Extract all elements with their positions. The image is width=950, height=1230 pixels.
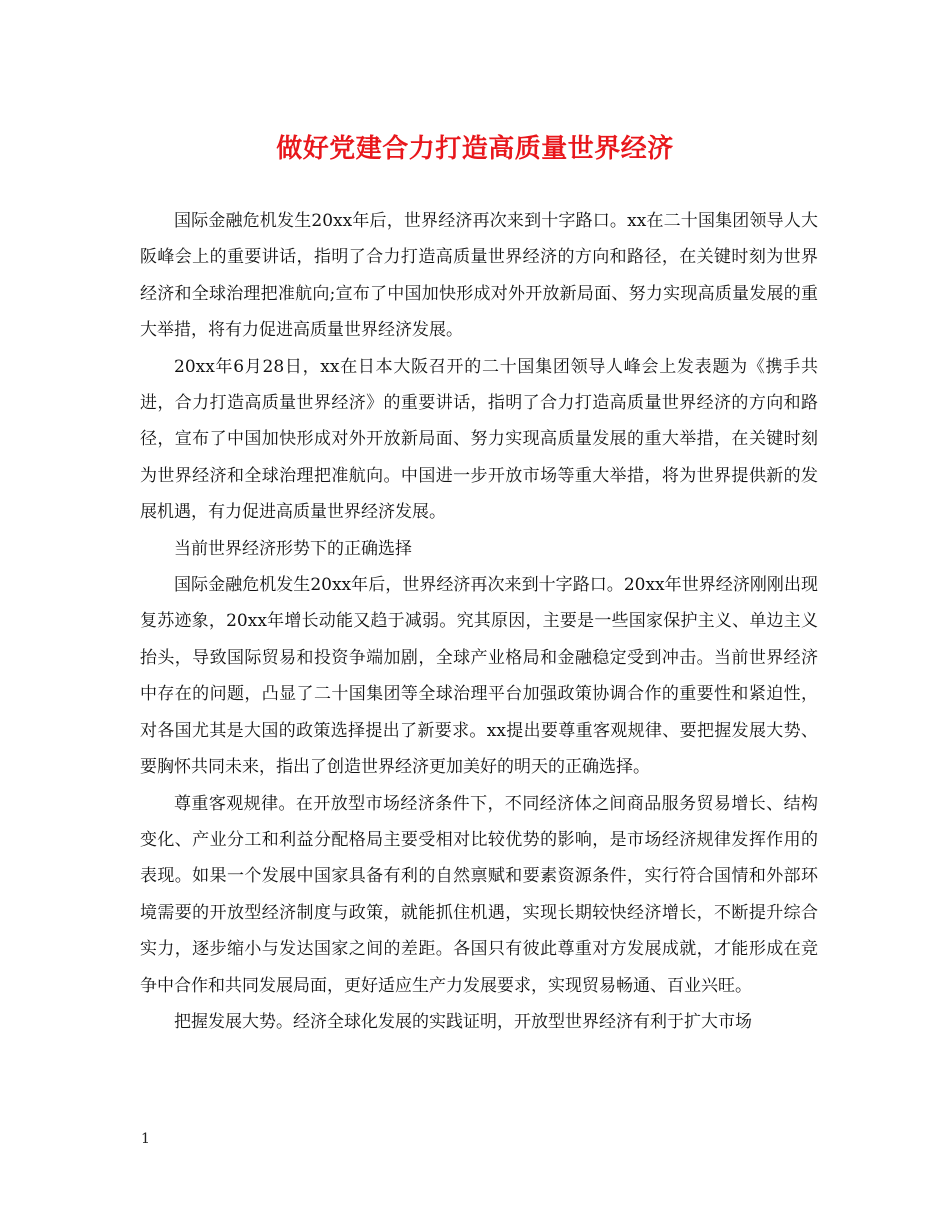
section-heading: 当前世界经济形势下的正确选择: [174, 538, 412, 559]
paragraph-2: 20xx年6月28日，xx在日本大阪召开的二十国集团领导人峰会上发表题为《携手共进，合力打造高质量世界经济》的重要讲话，指明了合力打造高质量世界经济的方向和路径，宣布了中国加快形成对外开放新局面、努力实现高质量发展的重大举措，在关键时刻为世界经济和全球治理把准航向。中国进一步开放市场等重大举措，将为世界提供新的发展机遇，有力促进高质量世界经济发展。: [140, 356, 818, 523]
paragraph-5: 把握发展大势。经济全球化发展的实践证明，开放型世界经济有利于扩大市场: [174, 1011, 752, 1032]
document-body: [140, 203, 818, 1040]
paragraph-3: 国际金融危机发生20xx年后，世界经济再次来到十字路口。20xx年世界经济刚刚出现复苏迹象，20xx年增长动能又趋于减弱。究其原因，主要是一些国家保护主义、单边主义抬头，导致国际贸易和投资争端加剧，全球产业格局和金融稳定受到冲击。当前世界经济中存在的问题，凸显了二十国集团等全球治理平台加强政策协调合作的重要性和紧迫性，对各国尤其是大国的政策选择提出了新要求。xx提出要尊重客观规律、要把握发展大势、要胸怀共同未来，指出了创造世界经济更加美好的明天的正确选择。: [140, 575, 818, 778]
document-title: 做好党建合力打造高质量世界经济: [276, 134, 674, 164]
page-number: 1: [141, 1131, 150, 1147]
paragraph-4: 尊重客观规律。在开放型市场经济条件下，不同经济体之间商品服务贸易增长、结构变化、产业分工和利益分配格局主要受相对比较优势的影响，是市场经济规律发挥作用的表现。如果一个发展中国家具备有利的自然禀赋和要素资源条件，实行符合国情和外部环境需要的开放型经济制度与政策，就能抓住机遇，实现长期较快经济增长，不断提升综合实力，逐步缩小与发达国家之间的差距。各国只有彼此尊重对方发展成就，才能形成在竞争中合作和共同发展局面，更好适应生产力发展要求，实现贸易畅通、百业兴旺。: [140, 793, 818, 996]
paragraph-1: 国际金融危机发生20xx年后，世界经济再次来到十字路口。xx在二十国集团领导人大阪峰会上的重要讲话，指明了合力打造高质量世界经济的方向和路径，在关键时刻为世界经济和全球治理把准航向;宣布了中国加快形成对外开放新局面、努力实现高质量发展的重大举措，将有力促进高质量世界经济发展。: [140, 211, 818, 341]
